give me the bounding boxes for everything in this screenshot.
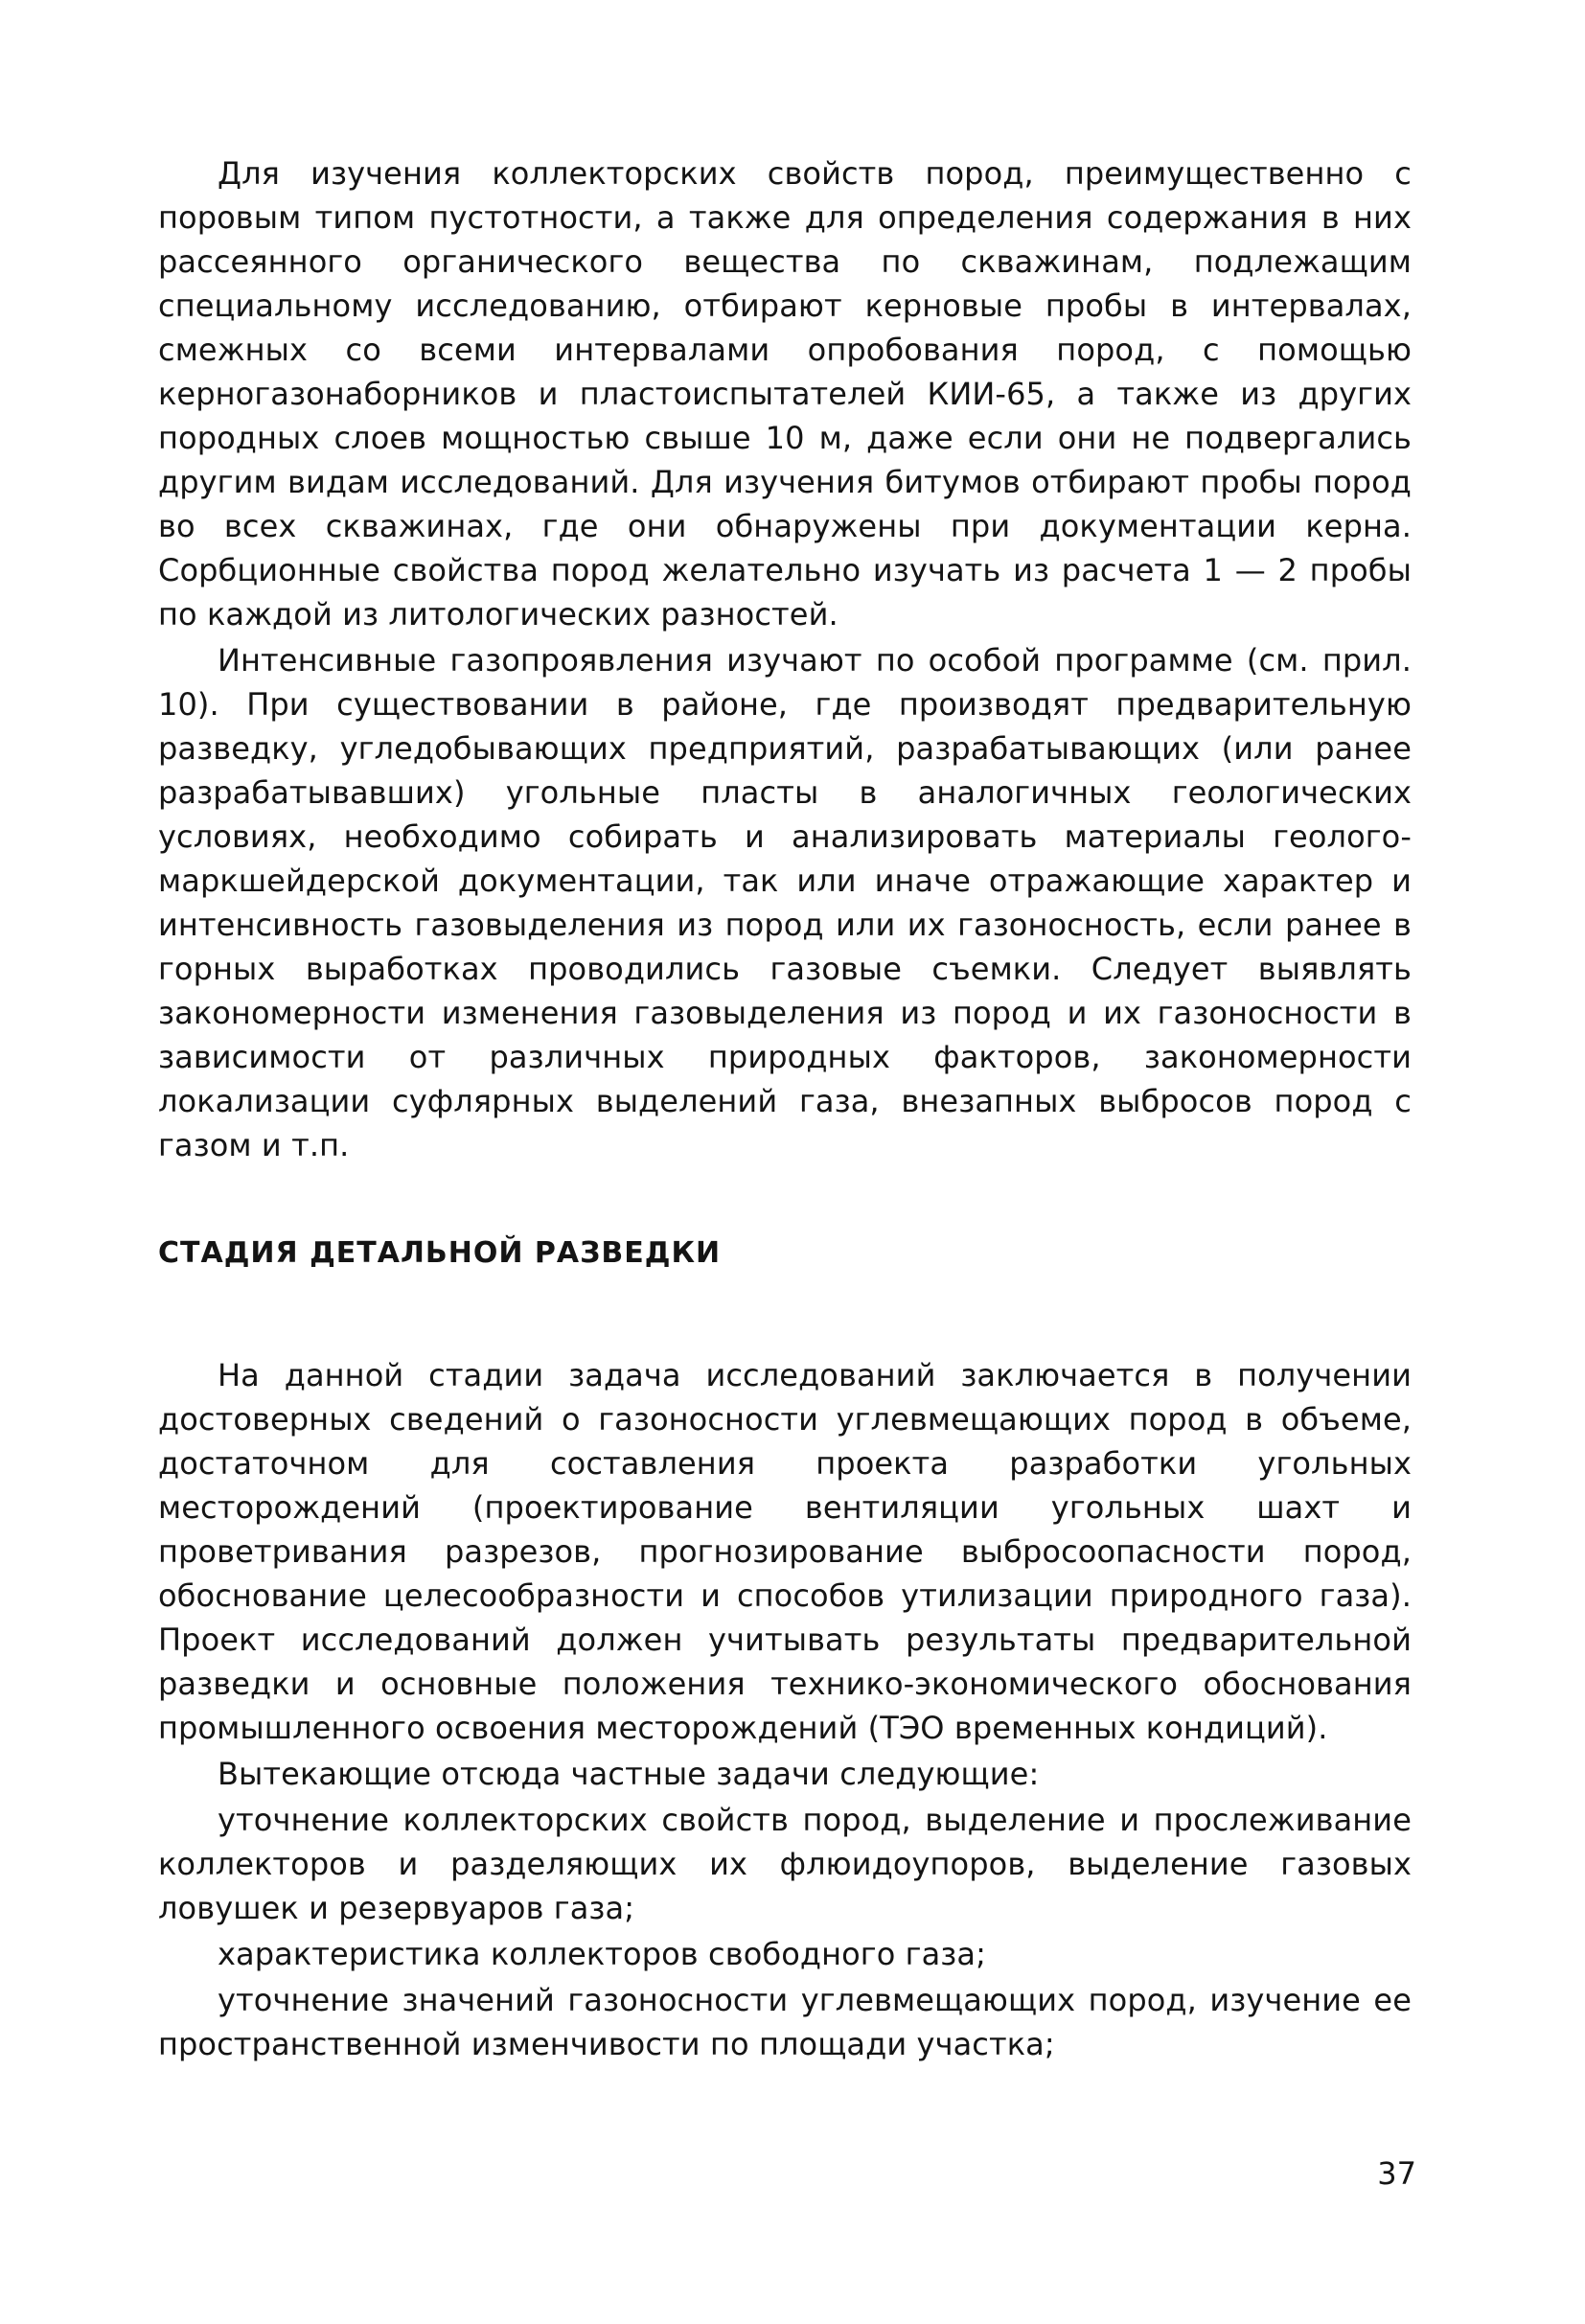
paragraph: Вытекающие отсюда частные задачи следующие: xyxy=(218,1756,1040,1792)
section-preliminary-text xyxy=(158,151,1412,1167)
page-number: 37 xyxy=(1377,2155,1416,2192)
paragraph: уточнение значений газоносности углевмещающих пород, изучение ее пространственной изменчивости по площади участка; xyxy=(158,1982,1412,2062)
paragraph: характеристика коллекторов свободного газа; xyxy=(218,1936,987,1972)
paragraph: уточнение коллекторских свойств пород, выделение и прослеживание коллекторов и разделяющих их флюидоупоров, выделение газовых ловушек и резервуаров газа; xyxy=(158,1802,1412,1926)
paragraph: На данной стадии задача исследований заключается в получении достоверных сведений о газоносности углевмещающих пород в объеме, достаточном для составления проекта разработки угольных месторождений (проектирование вентиляции угольных шахт и проветривания разрезов, прогнозирование выбросоопасности пород, обоснование целесообразности и способов утилизации природного газа). Проект исследований должен учитывать результаты предварительной разведки и основные положения технико-экономического обоснования промышленного освоения месторождений (ТЭО временных кондиций). xyxy=(158,1357,1412,1746)
section-detailed-text xyxy=(158,1353,1412,2066)
paragraph: Интенсивные газопроявления изучают по особой программе (см. прил. 10). При существовании в районе, где производят предварительную разведку, угледобывающих предприятий, разрабатывающих (или ранее разрабатывавших) угольные пласты в аналогичных геологических условиях, необходимо собирать и анализировать материалы геолого-маркшейдерской документации, так или иначе отражающие характер и интенсивность газовыделения из пород или их газоносность, если ранее в горных выработках проводились газовые съемки. Следует выявлять закономерности изменения газовыделения из пород и их газоносности в зависимости от различных природных факторов, закономерности локализации суфлярных выделений газа, внезапных выбросов пород с газом и т.п. xyxy=(158,642,1412,1163)
section-heading: СТАДИЯ ДЕТАЛЬНОЙ РАЗВЕДКИ xyxy=(158,1236,722,1270)
paragraph: Для изучения коллекторских свойств пород, преимущественно с поровым типом пустотности, а также для определения содержания в них рассеянного органического вещества по скважинам, подлежащим специальному исследованию, отбирают керновые пробы в интервалах, смежных со всеми интервалами опробования пород, с помощью керногазонаборников и пластоиспытателей КИИ-65, а также из других породных слоев мощностью свыше 10 м, даже если они не подвергались другим видам исследований. Для изучения битумов отбирают пробы пород во всех скважинах, где они обнаружены при документации керна. Сорбционные свойства пород желательно изучать из расчета 1 — 2 пробы по каждой из литологических разностей. xyxy=(158,155,1412,633)
